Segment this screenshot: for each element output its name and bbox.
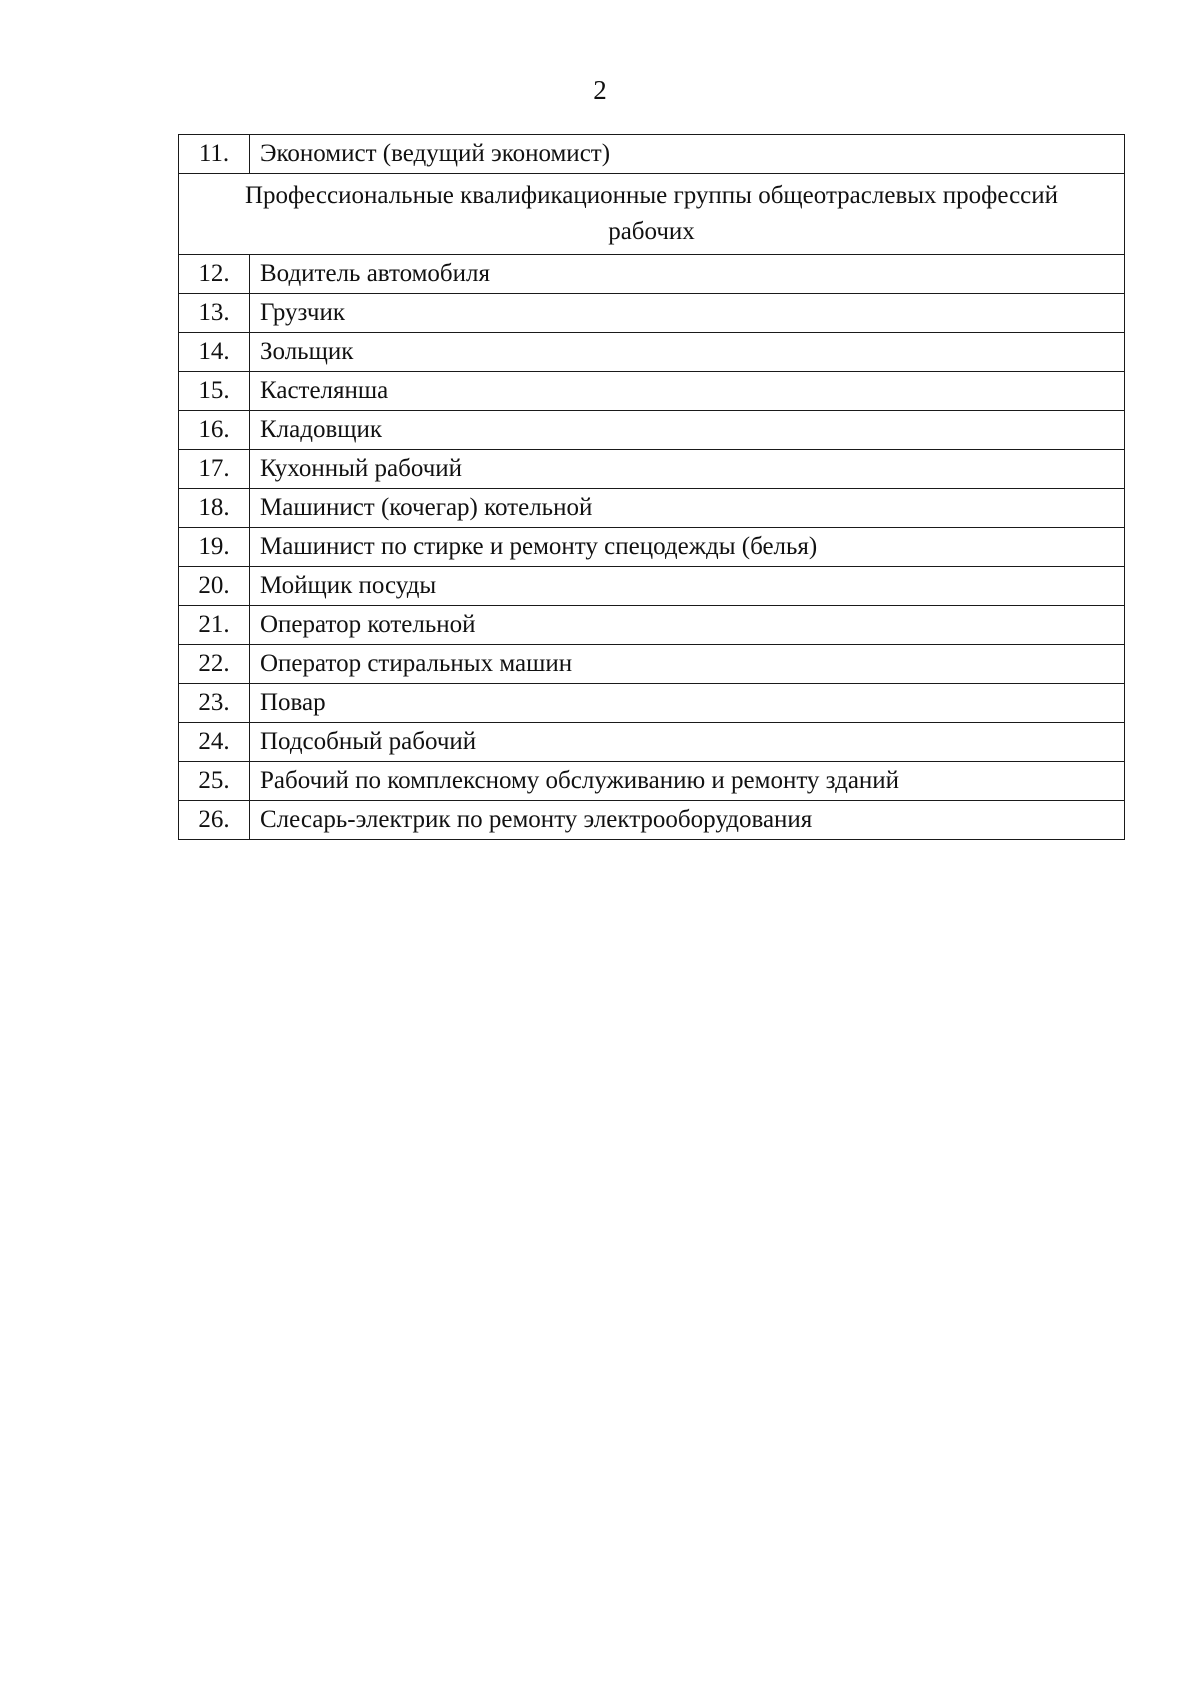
profession-name: Оператор котельной [250, 606, 1125, 645]
profession-name: Мойщик посуды [250, 567, 1125, 606]
table-row [179, 528, 1125, 567]
group-header-row [179, 174, 1125, 255]
row-number: 21. [179, 606, 250, 645]
row-number: 14. [179, 333, 250, 372]
profession-name: Рабочий по комплексному обслуживанию и ремонту зданий [250, 762, 1125, 801]
profession-name: Кухонный рабочий [250, 450, 1125, 489]
group-header: Профессиональные квалификационные группы общеотраслевых профессий рабочих [179, 174, 1125, 255]
profession-name: Машинист (кочегар) котельной [250, 489, 1125, 528]
table-row [179, 450, 1125, 489]
professions-table [178, 134, 1125, 840]
table-row [179, 255, 1125, 294]
table-row [179, 762, 1125, 801]
row-number: 13. [179, 294, 250, 333]
table-row [179, 294, 1125, 333]
row-number: 25. [179, 762, 250, 801]
table-row [179, 411, 1125, 450]
row-number: 20. [179, 567, 250, 606]
table-row [179, 723, 1125, 762]
row-number: 12. [179, 255, 250, 294]
table-row [179, 567, 1125, 606]
profession-name: Грузчик [250, 294, 1125, 333]
table-row [179, 333, 1125, 372]
profession-name: Машинист по стирке и ремонту спецодежды (белья) [250, 528, 1125, 567]
table-row [179, 645, 1125, 684]
page-number: 2 [593, 75, 607, 105]
row-number: 26. [179, 801, 250, 840]
table-row [179, 372, 1125, 411]
row-number: 24. [179, 723, 250, 762]
row-number: 23. [179, 684, 250, 723]
profession-name: Оператор стиральных машин [250, 645, 1125, 684]
table-row [179, 606, 1125, 645]
row-number: 19. [179, 528, 250, 567]
profession-name: Подсобный рабочий [250, 723, 1125, 762]
profession-name: Водитель автомобиля [250, 255, 1125, 294]
row-number: 18. [179, 489, 250, 528]
profession-name: Кладовщик [250, 411, 1125, 450]
row-number: 22. [179, 645, 250, 684]
profession-name: Кастелянша [250, 372, 1125, 411]
row-number: 15. [179, 372, 250, 411]
profession-name: Слесарь-электрик по ремонту электрооборудования [250, 801, 1125, 840]
table-row [179, 135, 1125, 174]
table-row [179, 684, 1125, 723]
row-number: 16. [179, 411, 250, 450]
profession-name: Повар [250, 684, 1125, 723]
table-row [179, 489, 1125, 528]
row-number: 11. [179, 135, 250, 174]
profession-name: Экономист (ведущий экономист) [250, 135, 1125, 174]
row-number: 17. [179, 450, 250, 489]
profession-name: Зольщик [250, 333, 1125, 372]
table-row [179, 801, 1125, 840]
